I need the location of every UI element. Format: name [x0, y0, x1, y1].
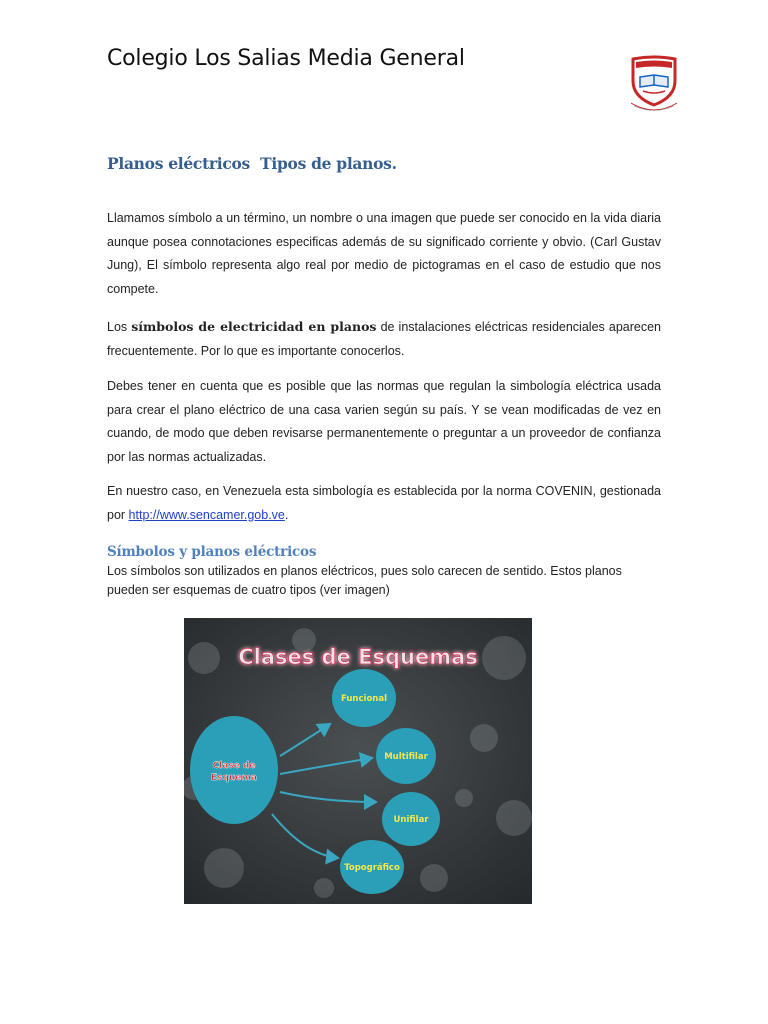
paragraph-electricity-symbols [107, 315, 661, 363]
label-unifilar: Unifilar [393, 815, 429, 825]
paragraph-norms: Debes tener en cuenta que es posible que las normas que regulan la simbología eléctrica usada para crear el plano eléctrico de una casa varien según su país. Y se vean modificadas de vez en cuando, de modo que deben revisarse permanentemente o preguntar a un proveedor de confianza por las normas actualizadas. [107, 379, 661, 465]
p4-suffix: . [284, 507, 289, 522]
p2-prefix: Los [107, 320, 132, 334]
p2-suffix: de instalaciones eléctricas residenciales aparecen frecuentemente. Por lo que es importante conocerlos. [107, 320, 661, 358]
p2-bold-phrase: símbolos de electricidad en planos [131, 319, 377, 334]
document-title: Planos eléctricos Tipos de planos. [107, 154, 397, 173]
label-topografico: Topográfico [344, 863, 400, 873]
figure-title: Clases de Esquemas [238, 645, 478, 669]
section-heading: Símbolos y planos eléctricos [107, 544, 317, 560]
p4-prefix: En nuestro caso, en Venezuela esta simbología es establecida por la norma COVENIN, gestionada por [107, 484, 661, 522]
paragraph-plan-types: Los símbolos son utilizados en planos eléctricos, pues solo carecen de sentido. Estos planos pueden ser esquemas de cuatro tipos (ver imagen) [107, 564, 622, 597]
label-funcional: Funcional [341, 694, 387, 704]
paragraph-covenin [107, 480, 661, 527]
paragraph-symbol-definition: Llamamos símbolo a un término, un nombre o una imagen que puede ser conocido en la vida diaria aunque posea connotaciones especificas además de su significado corriente y obvio. (Carl Gustav Jung), El símbolo representa algo real por medio de pictogramas en el caso de estudio que nos compete. [107, 211, 661, 297]
schema-diagram [184, 618, 532, 904]
label-multifilar: Multifilar [384, 752, 428, 762]
header-title: Colegio Los Salias Media General [107, 46, 465, 71]
center-label-line1: Clase de [212, 761, 256, 771]
center-label-line2: Esquema [211, 773, 257, 783]
schema-types-figure [184, 618, 532, 904]
school-logo [625, 53, 683, 115]
sencamer-link[interactable]: http://www.sencamer.gob.ve [128, 507, 285, 522]
